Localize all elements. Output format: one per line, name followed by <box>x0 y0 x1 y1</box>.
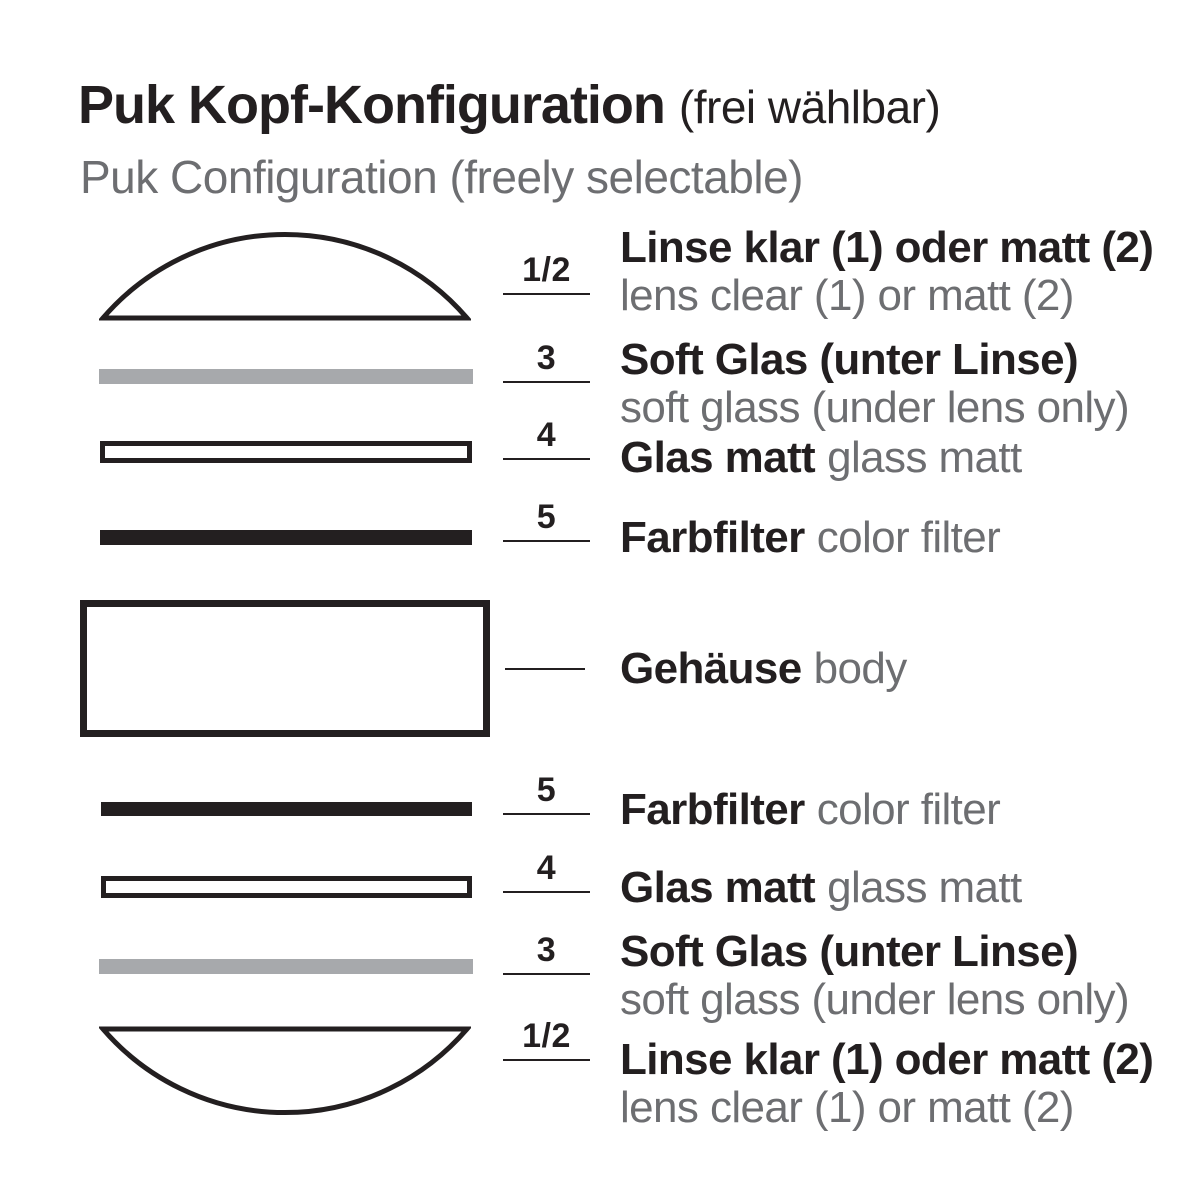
ref-number: 3 <box>536 931 557 969</box>
label-color-filter-bottom <box>620 786 1000 834</box>
label-lens-bottom <box>620 1036 1153 1132</box>
label-en: glass matt <box>827 863 1022 912</box>
page-title-note: (frei wählbar) <box>678 81 941 133</box>
leader-color-filter-bottom <box>503 764 590 815</box>
soft-glass-bar-top-shape <box>99 369 473 384</box>
leader-soft-glass-top <box>503 332 590 383</box>
ref-number: 4 <box>536 416 557 454</box>
label-body <box>620 645 907 693</box>
label-de: Linse klar (1) oder matt (2) <box>620 223 1154 272</box>
leader-color-filter-top <box>503 491 590 542</box>
leader-glass-matt-top <box>503 409 590 460</box>
label-lens-top <box>620 224 1153 320</box>
label-de: Glas matt <box>620 863 816 912</box>
page-subtitle: Puk Configuration (freely selectable) <box>80 151 803 203</box>
label-de: Gehäuse <box>620 644 802 693</box>
label-soft-glass-top <box>620 336 1129 432</box>
lens-dome-bottom-shape <box>99 1023 471 1117</box>
label-soft-glass-bottom <box>620 928 1129 1024</box>
label-glass-matt-bottom <box>620 864 1022 912</box>
label-glass-matt-top <box>620 434 1022 482</box>
label-color-filter-top <box>620 514 1000 562</box>
lens-dome-top-shape <box>99 230 471 324</box>
label-en: soft glass (under lens only) <box>620 975 1130 1024</box>
label-de: Farbfilter <box>620 513 805 562</box>
label-en: lens clear (1) or matt (2) <box>620 1083 1074 1132</box>
leader-body-line <box>505 668 585 670</box>
label-en: soft glass (under lens only) <box>620 383 1130 432</box>
label-en: body <box>813 644 907 693</box>
label-de: Farbfilter <box>620 785 805 834</box>
label-en: color filter <box>816 785 1001 834</box>
label-de: Soft Glas (unter Linse) <box>620 927 1079 976</box>
label-de: Linse klar (1) oder matt (2) <box>620 1035 1154 1084</box>
leader-lens-bottom <box>503 1010 590 1061</box>
leader-glass-matt-bottom <box>503 842 590 893</box>
ref-number: 1/2 <box>522 251 571 289</box>
label-en: color filter <box>816 513 1001 562</box>
glass-matt-bar-top-shape <box>100 441 472 463</box>
color-filter-bar-top-shape <box>100 530 472 545</box>
label-de: Glas matt <box>620 433 816 482</box>
label-en: glass matt <box>827 433 1022 482</box>
glass-matt-bar-bottom-shape <box>101 876 472 898</box>
label-de: Soft Glas (unter Linse) <box>620 335 1079 384</box>
label-en: lens clear (1) or matt (2) <box>620 271 1074 320</box>
body-rect-shape <box>80 600 490 737</box>
color-filter-bar-bottom-shape <box>101 802 472 816</box>
page-title <box>78 74 940 136</box>
page-title-de: Puk Kopf-Konfiguration <box>78 75 665 135</box>
ref-number: 1/2 <box>522 1017 571 1055</box>
leader-lens-top <box>503 244 590 295</box>
soft-glass-bar-bottom-shape <box>99 959 473 974</box>
ref-number: 4 <box>536 849 557 887</box>
ref-number: 5 <box>536 498 557 536</box>
ref-number: 3 <box>536 339 557 377</box>
ref-number: 5 <box>536 771 557 809</box>
leader-soft-glass-bottom <box>503 924 590 975</box>
